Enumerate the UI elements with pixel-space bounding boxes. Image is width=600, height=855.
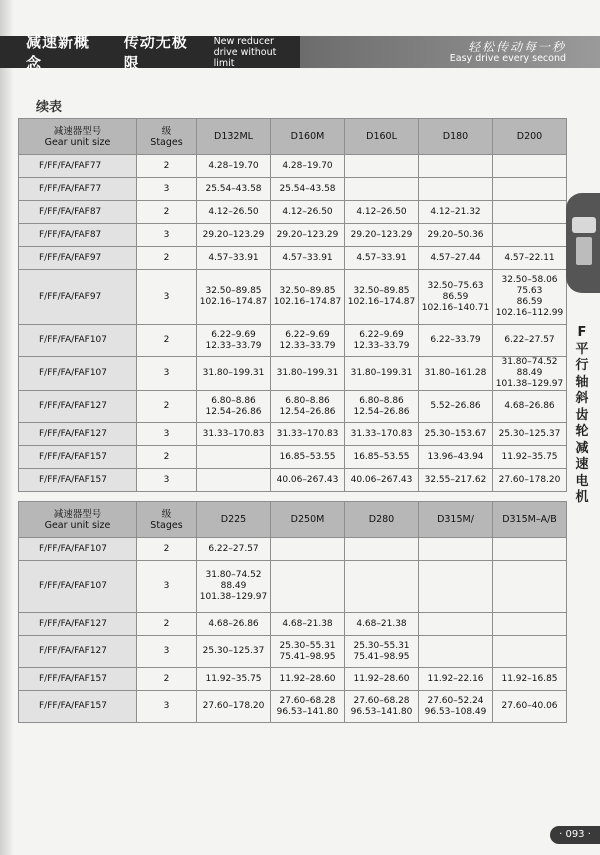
ratio-range-cell: 25.30–125.37 bbox=[197, 636, 271, 668]
ratio-range-cell: 4.12–26.50 bbox=[271, 201, 345, 224]
ratio-range-cell: 32.55–217.62 bbox=[419, 469, 493, 492]
stage-cell: 3 bbox=[137, 636, 197, 668]
banner-title-1: 减速新概念 bbox=[26, 33, 91, 72]
motor-column-header: D250M bbox=[271, 502, 345, 538]
stage-cell: 3 bbox=[137, 423, 197, 446]
ratio-range-cell: 16.85–53.55 bbox=[271, 446, 345, 469]
table-row bbox=[19, 561, 567, 613]
ratio-range-cell: 4.12–26.50 bbox=[345, 201, 419, 224]
ratio-range-cell bbox=[419, 636, 493, 668]
table-header-row bbox=[19, 119, 567, 155]
gear-unit-model-cell: F/FF/FA/FAF157 bbox=[19, 691, 137, 723]
ratio-range-cell: 16.85–53.55 bbox=[345, 446, 419, 469]
ratio-range-cell bbox=[419, 178, 493, 201]
ratio-range-cell: 11.92–22.16 bbox=[419, 668, 493, 691]
table-row bbox=[19, 636, 567, 668]
ratio-range-cell: 4.57–33.91 bbox=[345, 247, 419, 270]
ratio-range-cell: 31.80–199.31 bbox=[345, 357, 419, 391]
gear-unit-model-cell: F/FF/FA/FAF77 bbox=[19, 178, 137, 201]
ratio-range-cell: 5.52–26.86 bbox=[419, 391, 493, 423]
stage-cell: 2 bbox=[137, 201, 197, 224]
table-row bbox=[19, 469, 567, 492]
table-row bbox=[19, 423, 567, 446]
ratio-range-cell: 6.22–27.57 bbox=[493, 325, 567, 357]
ratio-range-cell: 4.57–33.91 bbox=[197, 247, 271, 270]
table-row bbox=[19, 325, 567, 357]
gear-unit-model-cell: F/FF/FA/FAF157 bbox=[19, 668, 137, 691]
slogan-en: Easy drive every second bbox=[449, 53, 566, 64]
table-row bbox=[19, 270, 567, 325]
ratio-range-cell bbox=[345, 561, 419, 613]
stage-cell: 3 bbox=[137, 691, 197, 723]
gear-unit-model-cell: F/FF/FA/FAF87 bbox=[19, 201, 137, 224]
model-header-en: Gear unit size bbox=[44, 519, 111, 531]
model-column-header bbox=[19, 502, 137, 538]
motor-column-header: D280 bbox=[345, 502, 419, 538]
ratio-table-1 bbox=[18, 118, 567, 492]
ratio-range-cell: 27.60–178.20 bbox=[493, 469, 567, 492]
ratio-range-cell bbox=[345, 178, 419, 201]
table-row bbox=[19, 446, 567, 469]
motor-column-header: D200 bbox=[493, 119, 567, 155]
ratio-range-cell bbox=[271, 561, 345, 613]
ratio-range-cell bbox=[345, 538, 419, 561]
banner-title-2: 传动无极限 bbox=[123, 33, 188, 72]
banner-right bbox=[300, 36, 600, 68]
stage-cell: 3 bbox=[137, 469, 197, 492]
gear-unit-model-cell: F/FF/FA/FAF97 bbox=[19, 247, 137, 270]
ratio-range-cell: 29.20–123.29 bbox=[197, 224, 271, 247]
ratio-range-cell: 13.96–43.94 bbox=[419, 446, 493, 469]
gear-unit-model-cell: F/FF/FA/FAF157 bbox=[19, 469, 137, 492]
stage-cell: 2 bbox=[137, 325, 197, 357]
motor-column-header: D180 bbox=[419, 119, 493, 155]
ratio-range-cell: 31.80–74.52 88.49 101.38–129.97 bbox=[493, 357, 567, 391]
table-header-row bbox=[19, 502, 567, 538]
ratio-range-cell bbox=[197, 469, 271, 492]
table-row bbox=[19, 538, 567, 561]
ratio-range-cell: 4.68–21.38 bbox=[345, 613, 419, 636]
ratio-range-cell: 6.80–8.86 12.54–26.86 bbox=[197, 391, 271, 423]
page-binding-shadow bbox=[0, 0, 14, 855]
ratio-range-cell: 11.92–35.75 bbox=[197, 668, 271, 691]
gear-unit-model-cell: F/FF/FA/FAF107 bbox=[19, 538, 137, 561]
stage-header-cn: 级 bbox=[161, 125, 172, 137]
ratio-range-cell: 29.20–123.29 bbox=[271, 224, 345, 247]
ratio-range-cell: 6.80–8.86 12.54–26.86 bbox=[271, 391, 345, 423]
gear-unit-model-cell: F/FF/FA/FAF107 bbox=[19, 325, 137, 357]
table-row bbox=[19, 247, 567, 270]
model-column-header bbox=[19, 119, 137, 155]
ratio-range-cell bbox=[345, 155, 419, 178]
ratio-range-cell: 11.92–35.75 bbox=[493, 446, 567, 469]
ratio-range-cell: 25.30–55.31 75.41–98.95 bbox=[345, 636, 419, 668]
ratio-range-cell: 32.50–89.85 102.16–174.87 bbox=[271, 270, 345, 325]
slogan-cn: 轻松传动每一秒 bbox=[467, 40, 566, 54]
ratio-range-cell: 11.92–28.60 bbox=[345, 668, 419, 691]
stage-cell: 3 bbox=[137, 270, 197, 325]
table-row bbox=[19, 691, 567, 723]
ratio-range-cell bbox=[493, 636, 567, 668]
stage-column-header bbox=[137, 119, 197, 155]
section-title: 续表 bbox=[36, 100, 63, 115]
side-category-label: F平行轴斜齿轮减速电机 bbox=[575, 325, 589, 505]
header-banner bbox=[0, 33, 600, 72]
model-header-cn: 减速器型号 bbox=[53, 125, 102, 137]
ratio-range-cell: 25.30–125.37 bbox=[493, 423, 567, 446]
ratio-range-cell: 4.57–27.44 bbox=[419, 247, 493, 270]
ratio-range-cell: 4.28–19.70 bbox=[197, 155, 271, 178]
stage-cell: 3 bbox=[137, 357, 197, 391]
ratio-range-cell bbox=[493, 201, 567, 224]
gear-unit-model-cell: F/FF/FA/FAF107 bbox=[19, 561, 137, 613]
table-row bbox=[19, 178, 567, 201]
ratio-range-cell: 29.20–123.29 bbox=[345, 224, 419, 247]
ratio-range-cell bbox=[493, 561, 567, 613]
ratio-range-cell: 6.22–33.79 bbox=[419, 325, 493, 357]
ratio-range-cell: 25.30–55.31 75.41–98.95 bbox=[271, 636, 345, 668]
ratio-range-cell: 31.80–199.31 bbox=[271, 357, 345, 391]
stage-cell: 3 bbox=[137, 178, 197, 201]
table-row bbox=[19, 155, 567, 178]
ratio-range-cell: 29.20–50.36 bbox=[419, 224, 493, 247]
ratio-range-cell: 25.54–43.58 bbox=[271, 178, 345, 201]
gear-unit-model-cell: F/FF/FA/FAF157 bbox=[19, 446, 137, 469]
table-row bbox=[19, 224, 567, 247]
page-number: · 093 · bbox=[550, 826, 600, 844]
ratio-range-cell: 27.60–52.24 96.53–108.49 bbox=[419, 691, 493, 723]
table-row bbox=[19, 391, 567, 423]
ratio-range-cell bbox=[419, 155, 493, 178]
stage-cell: 2 bbox=[137, 391, 197, 423]
banner-left bbox=[0, 33, 300, 72]
table-row bbox=[19, 613, 567, 636]
ratio-range-cell: 4.68–26.86 bbox=[197, 613, 271, 636]
table-row bbox=[19, 357, 567, 391]
ratio-range-cell: 4.57–22.11 bbox=[493, 247, 567, 270]
motor-column-header: D160L bbox=[345, 119, 419, 155]
ratio-range-cell bbox=[493, 155, 567, 178]
gear-unit-model-cell: F/FF/FA/FAF97 bbox=[19, 270, 137, 325]
gear-motor-body-icon bbox=[576, 237, 592, 265]
ratio-range-cell: 40.06–267.43 bbox=[271, 469, 345, 492]
side-category-tab bbox=[566, 193, 600, 293]
ratio-range-cell: 6.22–9.69 12.33–33.79 bbox=[271, 325, 345, 357]
table-row bbox=[19, 201, 567, 224]
stage-cell: 3 bbox=[137, 561, 197, 613]
ratio-range-cell bbox=[493, 224, 567, 247]
ratio-range-cell bbox=[197, 446, 271, 469]
gear-unit-model-cell: F/FF/FA/FAF107 bbox=[19, 357, 137, 391]
ratio-range-cell: 27.60–68.28 96.53–141.80 bbox=[345, 691, 419, 723]
stage-cell: 2 bbox=[137, 668, 197, 691]
ratio-range-cell bbox=[493, 613, 567, 636]
stage-cell: 2 bbox=[137, 613, 197, 636]
motor-column-header: D132ML bbox=[197, 119, 271, 155]
ratio-range-cell: 32.50–89.85 102.16–174.87 bbox=[197, 270, 271, 325]
banner-english-line2: drive without limit bbox=[213, 46, 277, 69]
ratio-range-cell bbox=[493, 178, 567, 201]
ratio-range-cell: 4.12–26.50 bbox=[197, 201, 271, 224]
ratio-table-2 bbox=[18, 501, 567, 723]
ratio-range-cell bbox=[419, 561, 493, 613]
ratio-range-cell: 27.60–178.20 bbox=[197, 691, 271, 723]
ratio-range-cell: 4.68–26.86 bbox=[493, 391, 567, 423]
stage-header-en: Stages bbox=[150, 136, 183, 148]
gear-unit-model-cell: F/FF/FA/FAF87 bbox=[19, 224, 137, 247]
table-row bbox=[19, 668, 567, 691]
ratio-range-cell: 6.22–9.69 12.33–33.79 bbox=[197, 325, 271, 357]
gear-unit-model-cell: F/FF/FA/FAF127 bbox=[19, 613, 137, 636]
gear-unit-model-cell: F/FF/FA/FAF77 bbox=[19, 155, 137, 178]
banner-english bbox=[214, 36, 300, 69]
gear-unit-model-cell: F/FF/FA/FAF127 bbox=[19, 636, 137, 668]
ratio-range-cell: 31.33–170.83 bbox=[197, 423, 271, 446]
gear-unit-model-cell: F/FF/FA/FAF127 bbox=[19, 391, 137, 423]
ratio-range-cell bbox=[271, 538, 345, 561]
stage-column-header bbox=[137, 502, 197, 538]
gear-motor-icon bbox=[572, 217, 596, 233]
model-header-cn: 减速器型号 bbox=[53, 508, 102, 520]
ratio-range-cell bbox=[493, 538, 567, 561]
ratio-range-cell: 4.57–33.91 bbox=[271, 247, 345, 270]
stage-cell: 2 bbox=[137, 247, 197, 270]
model-header-en: Gear unit size bbox=[44, 136, 111, 148]
ratio-range-cell: 32.50–58.06 75.63 86.59 102.16–112.99 bbox=[493, 270, 567, 325]
stage-cell: 2 bbox=[137, 446, 197, 469]
stage-cell: 3 bbox=[137, 224, 197, 247]
stage-cell: 2 bbox=[137, 155, 197, 178]
ratio-range-cell: 32.50–89.85 102.16–174.87 bbox=[345, 270, 419, 325]
motor-column-header: D160M bbox=[271, 119, 345, 155]
ratio-range-cell bbox=[419, 613, 493, 636]
stage-cell: 2 bbox=[137, 538, 197, 561]
ratio-range-cell: 6.80–8.86 12.54–26.86 bbox=[345, 391, 419, 423]
ratio-range-cell: 31.80–161.28 bbox=[419, 357, 493, 391]
ratio-range-cell: 31.80–74.52 88.49 101.38–129.97 bbox=[197, 561, 271, 613]
ratio-range-cell: 40.06–267.43 bbox=[345, 469, 419, 492]
ratio-range-cell: 11.92–28.60 bbox=[271, 668, 345, 691]
ratio-range-cell: 4.68–21.38 bbox=[271, 613, 345, 636]
ratio-range-cell: 6.22–9.69 12.33–33.79 bbox=[345, 325, 419, 357]
stage-header-en: Stages bbox=[150, 519, 183, 531]
ratio-range-cell: 32.50–75.63 86.59 102.16–140.71 bbox=[419, 270, 493, 325]
ratio-range-cell: 31.33–170.83 bbox=[271, 423, 345, 446]
motor-column-header: D315M/ bbox=[419, 502, 493, 538]
ratio-range-cell: 27.60–68.28 96.53–141.80 bbox=[271, 691, 345, 723]
ratio-range-cell: 11.92–16.85 bbox=[493, 668, 567, 691]
ratio-range-cell: 31.80–199.31 bbox=[197, 357, 271, 391]
motor-column-header: D315M–A/B bbox=[493, 502, 567, 538]
banner-english-line1: New reducer bbox=[213, 35, 274, 47]
ratio-range-cell bbox=[419, 538, 493, 561]
stage-header-cn: 级 bbox=[161, 508, 172, 520]
ratio-range-cell: 4.28–19.70 bbox=[271, 155, 345, 178]
motor-column-header: D225 bbox=[197, 502, 271, 538]
ratio-range-cell: 4.12–21.32 bbox=[419, 201, 493, 224]
gear-unit-model-cell: F/FF/FA/FAF127 bbox=[19, 423, 137, 446]
ratio-range-cell: 31.33–170.83 bbox=[345, 423, 419, 446]
ratio-range-cell: 27.60–40.06 bbox=[493, 691, 567, 723]
ratio-range-cell: 25.30–153.67 bbox=[419, 423, 493, 446]
ratio-range-cell: 25.54–43.58 bbox=[197, 178, 271, 201]
ratio-range-cell: 6.22–27.57 bbox=[197, 538, 271, 561]
